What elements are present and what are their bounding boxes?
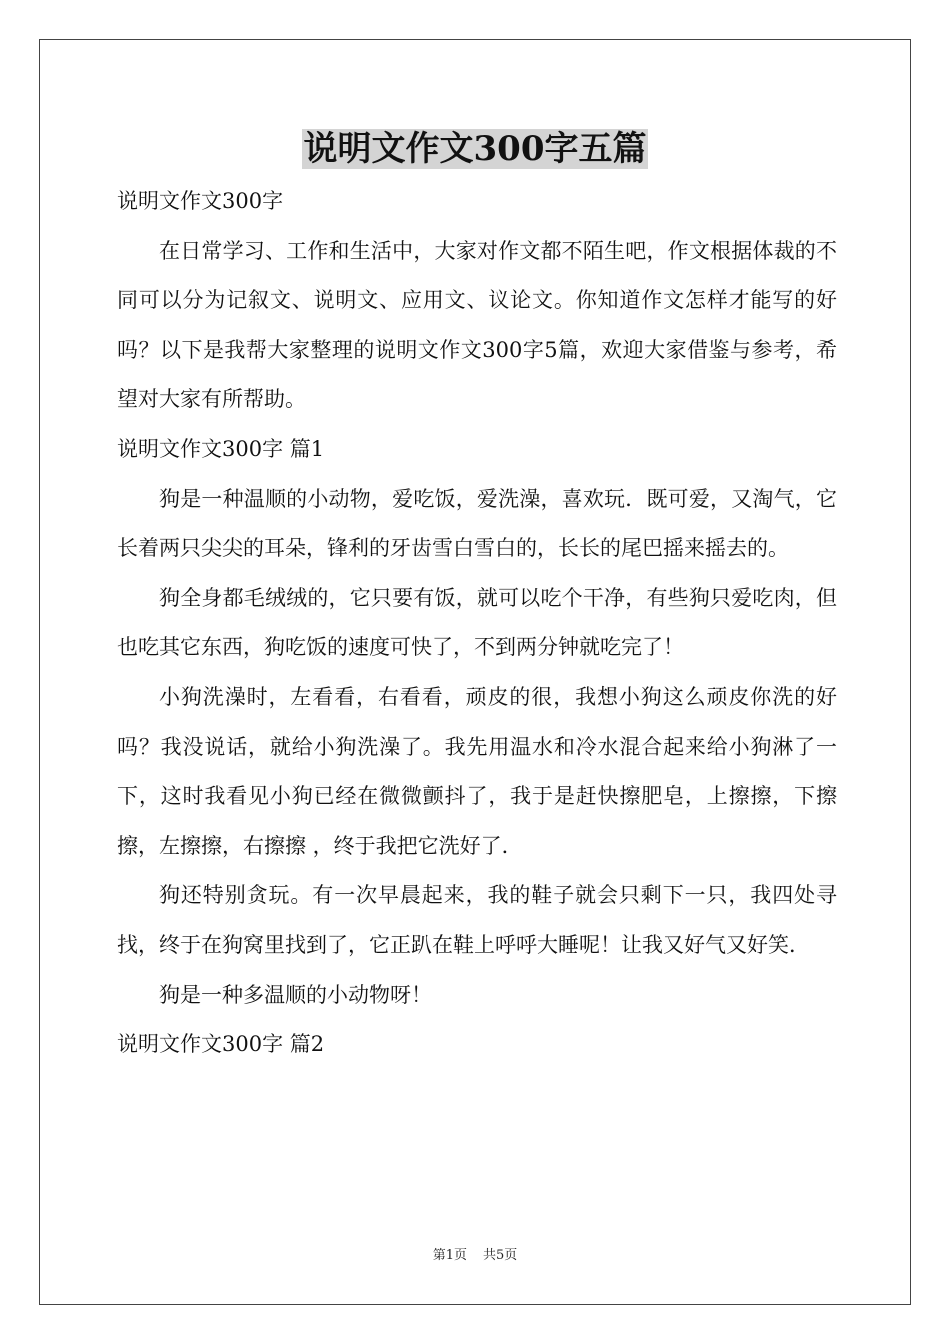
document-title: [0, 128, 950, 170]
page-footer: [0, 1246, 950, 1266]
essay-heading: 说明文作文300字 篇2: [117, 1032, 325, 1057]
essay-heading: 说明文作文300字: [117, 189, 284, 213]
essay-heading: 说明文作文300字 篇1: [117, 436, 325, 461]
body-paragraph: 狗还特别贪玩。有一次早晨起来，我的鞋子就会只剩下一只，我四处寻找，终于在狗窝里找到了，它正趴在鞋上呼呼大睡呢！让我又好气又好笑．: [117, 883, 837, 957]
intro-paragraph: 在日常学习、工作和生活中，大家对作文都不陌生吧，作文根据体裁的不同可以分为记叙文、说明文、应用文、议论文。你知道作文怎样才能写的好吗？以下是我帮大家整理的说明文作文300字5篇，欢迎大家借鉴与参考，希望对大家有所帮助。: [117, 238, 837, 412]
document-body: [117, 177, 837, 1070]
page-total: 共5页: [483, 1248, 518, 1263]
body-paragraph: 狗全身都毛绒绒的，它只要有饭，就可以吃个干净，有些狗只爱吃肉，但也吃其它东西，狗吃饭的速度可快了，不到两分钟就吃完了！: [117, 585, 837, 660]
body-paragraph: 小狗洗澡时，左看看，右看看，顽皮的很，我想小狗这么顽皮你洗的好吗？我没说话，就给小狗洗澡了。我先用温水和冷水混合起来给小狗淋了一下，这时我看见小狗已经在微微颤抖了，我于是赶快擦肥皂，上擦擦，下擦擦，左擦擦，右擦擦 ，终于我把它洗好了．: [117, 684, 837, 858]
body-paragraph: 狗是一种温顺的小动物，爱吃饭，爱洗澡，喜欢玩．既可爱，又淘气，它长着两只尖尖的耳朵，锋利的牙齿雪白雪白的，长长的尾巴摇来摇去的。: [117, 486, 837, 561]
document-title-text: 说明文作文300字五篇: [303, 129, 647, 169]
page-number: 第1页: [432, 1248, 467, 1263]
body-paragraph: 狗是一种多温顺的小动物呀！: [159, 982, 432, 1007]
